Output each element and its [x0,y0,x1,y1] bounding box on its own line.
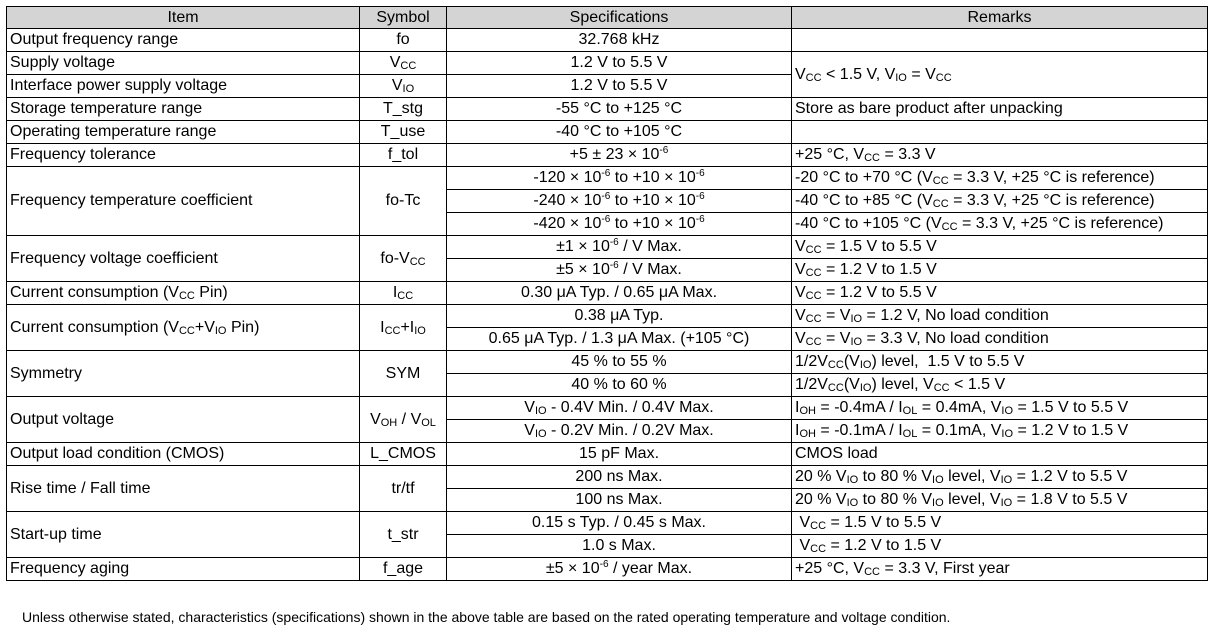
spec-cell: 1.0 s Max. [447,535,792,558]
symbol-cell: $V_{CC}$ [360,52,447,75]
table-row [7,397,1208,420]
specifications-table [6,6,1208,581]
remark-cell: -20 °C to +70 °C ($V_{CC} = 3.3$ V, +25 °C is reference) [792,167,1208,190]
remark-cell: 20 % $V_{IO}$ to 80 % $V_{IO}$ level, $V_{IO} = 1.2$ V to 5.5 V [792,466,1208,489]
spec-cell: $-120 \times 10^{-6}$ to $+10 \times 10^{-6}$ [447,167,792,190]
symbol-cell: tr/tf [360,466,447,512]
spec-cell: 0.30 μA Typ. / 0.65 μA Max. [447,282,792,305]
item-cell: Output voltage [7,397,360,443]
symbol-cell: L_CMOS [360,443,447,466]
symbol-cell: $I_{CC}$ [360,282,447,305]
symbol-cell: T_stg [360,98,447,121]
item-cell: Symmetry [7,351,360,397]
remark-cell [792,29,1208,52]
spec-cell: $\pm 5 \times 10^{-6}$ / year Max. [447,558,792,581]
item-cell: Start-up time [7,512,360,558]
header-remarks: Remarks [792,7,1208,29]
remark-cell: $1/2V_{CC}(V_{IO})$ level, 1.5 V to 5.5 V [792,351,1208,374]
table-row [7,167,1208,190]
header-symbol: Symbol [360,7,447,29]
spec-cell: 200 ns Max. [447,466,792,489]
symbol-cell: fo [360,29,447,52]
remark-cell: $I_{OH} = -0.4mA / I_{OL} = 0.4mA$, $V_{IO} = 1.5$ V to 5.5 V [792,397,1208,420]
table-row [7,466,1208,489]
table-row [7,236,1208,259]
remark-cell [792,121,1208,144]
spec-cell: 0.38 μA Typ. [447,305,792,328]
remark-cell: $V_{CC} = 1.2$ V to 1.5 V [792,535,1208,558]
spec-cell: -40 °C to +105 °C [447,121,792,144]
remark-cell: +25 °C, $V_{CC} = 3.3$ V [792,144,1208,167]
symbol-cell: $I_{CC}+I_{IO}$ [360,305,447,351]
remark-cell: $V_{CC} < 1.5$ V, $V_{IO} = V_{CC}$ [792,52,1208,98]
table-row [7,98,1208,121]
table-row [7,305,1208,328]
spec-cell: $\pm 5 \times 10^{-6} / V$ Max. [447,259,792,282]
remark-cell: $V_{CC} = V_{IO} = 1.2$ V, No load condition [792,305,1208,328]
table-row [7,351,1208,374]
remark-cell: $V_{CC} = 1.2$ V to 1.5 V [792,259,1208,282]
spec-cell: 15 pF Max. [447,443,792,466]
item-cell: Operating temperature range [7,121,360,144]
remark-cell: $V_{CC} = 1.2$ V to 5.5 V [792,282,1208,305]
spec-cell: 1.2 V to 5.5 V [447,52,792,75]
item-cell: Supply voltage [7,52,360,75]
spec-cell: 40 % to 60 % [447,374,792,397]
symbol-cell: $V_{OH} / V_{OL}$ [360,397,447,443]
item-cell: Output frequency range [7,29,360,52]
symbol-cell: t_str [360,512,447,558]
spec-cell: $+5 \pm 23 \times 10^{-6}$ [447,144,792,167]
table-row [7,121,1208,144]
symbol-cell: f_age [360,558,447,581]
remark-cell: $V_{CC} = 1.5$ V to 5.5 V [792,512,1208,535]
remark-cell: $1/2V_{CC}(V_{IO})$ level, $V_{CC} < 1.5$ V [792,374,1208,397]
spec-cell: 100 ns Max. [447,489,792,512]
spec-cell: $-420 \times 10^{-6}$ to $+10 \times 10^{-6}$ [447,213,792,236]
spec-cell: $-240 \times 10^{-6}$ to $+10 \times 10^{-6}$ [447,190,792,213]
item-cell: Storage temperature range [7,98,360,121]
table-row [7,282,1208,305]
spec-cell: 0.15 s Typ. / 0.45 s Max. [447,512,792,535]
remark-cell: $V_{CC} = 1.5$ V to 5.5 V [792,236,1208,259]
header-specifications: Specifications [447,7,792,29]
symbol-cell: $fo-V_{CC}$ [360,236,447,282]
table-row [7,52,1208,75]
spec-cell: $\pm 1 \times 10^{-6} / V$ Max. [447,236,792,259]
item-cell: Output load condition (CMOS) [7,443,360,466]
remark-cell: -40 °C to +105 °C ($V_{CC} = 3.3$ V, +25 °C is reference) [792,213,1208,236]
item-cell: Current consumption ($V_{CC}$ Pin) [7,282,360,305]
footnote: Unless otherwise stated, characteristics (specifications) shown in the above table are based on the rated operating temperature and voltage condition. [22,609,951,625]
spec-cell: $V_{IO} - 0.4V$ Min. / 0.4V Max. [447,397,792,420]
item-cell: Frequency voltage coefficient [7,236,360,282]
item-cell: Frequency tolerance [7,144,360,167]
remark-cell: $I_{OH} = -0.1mA / I_{OL} = 0.1mA$, $V_{IO} = 1.2$ V to 1.5 V [792,420,1208,443]
table-row [7,144,1208,167]
remark-cell: $V_{CC} = V_{IO} = 3.3$ V, No load condition [792,328,1208,351]
item-cell: Current consumption ($V_{CC}+V_{IO}$ Pin) [7,305,360,351]
remark-cell: +25 °C, $V_{CC} = 3.3$ V, First year [792,558,1208,581]
item-cell: Frequency temperature coefficient [7,167,360,236]
table-row [7,443,1208,466]
table-row [7,512,1208,535]
table-row [7,558,1208,581]
symbol-cell: fo-Tc [360,167,447,236]
item-cell: Rise time / Fall time [7,466,360,512]
item-cell: Frequency aging [7,558,360,581]
spec-cell: 32.768 kHz [447,29,792,52]
symbol-cell: $V_{IO}$ [360,75,447,98]
spec-cell: -55 °C to +125 °C [447,98,792,121]
remark-cell: 20 % $V_{IO}$ to 80 % $V_{IO}$ level, $V_{IO} = 1.8$ V to 5.5 V [792,489,1208,512]
symbol-cell: T_use [360,121,447,144]
table-row [7,29,1208,52]
spec-cell: $V_{IO} - 0.2V$ Min. / 0.2V Max. [447,420,792,443]
header-row [7,7,1208,29]
remark-cell: -40 °C to +85 °C ($V_{CC} = 3.3$ V, +25 °C is reference) [792,190,1208,213]
remark-cell: CMOS load [792,443,1208,466]
symbol-cell: SYM [360,351,447,397]
symbol-cell: f_tol [360,144,447,167]
spec-cell: 1.2 V to 5.5 V [447,75,792,98]
spec-cell: 0.65 μA Typ. / 1.3 μA Max. (+105 °C) [447,328,792,351]
spec-cell: 45 % to 55 % [447,351,792,374]
header-item: Item [7,7,360,29]
item-cell: Interface power supply voltage [7,75,360,98]
remark-cell: Store as bare product after unpacking [792,98,1208,121]
